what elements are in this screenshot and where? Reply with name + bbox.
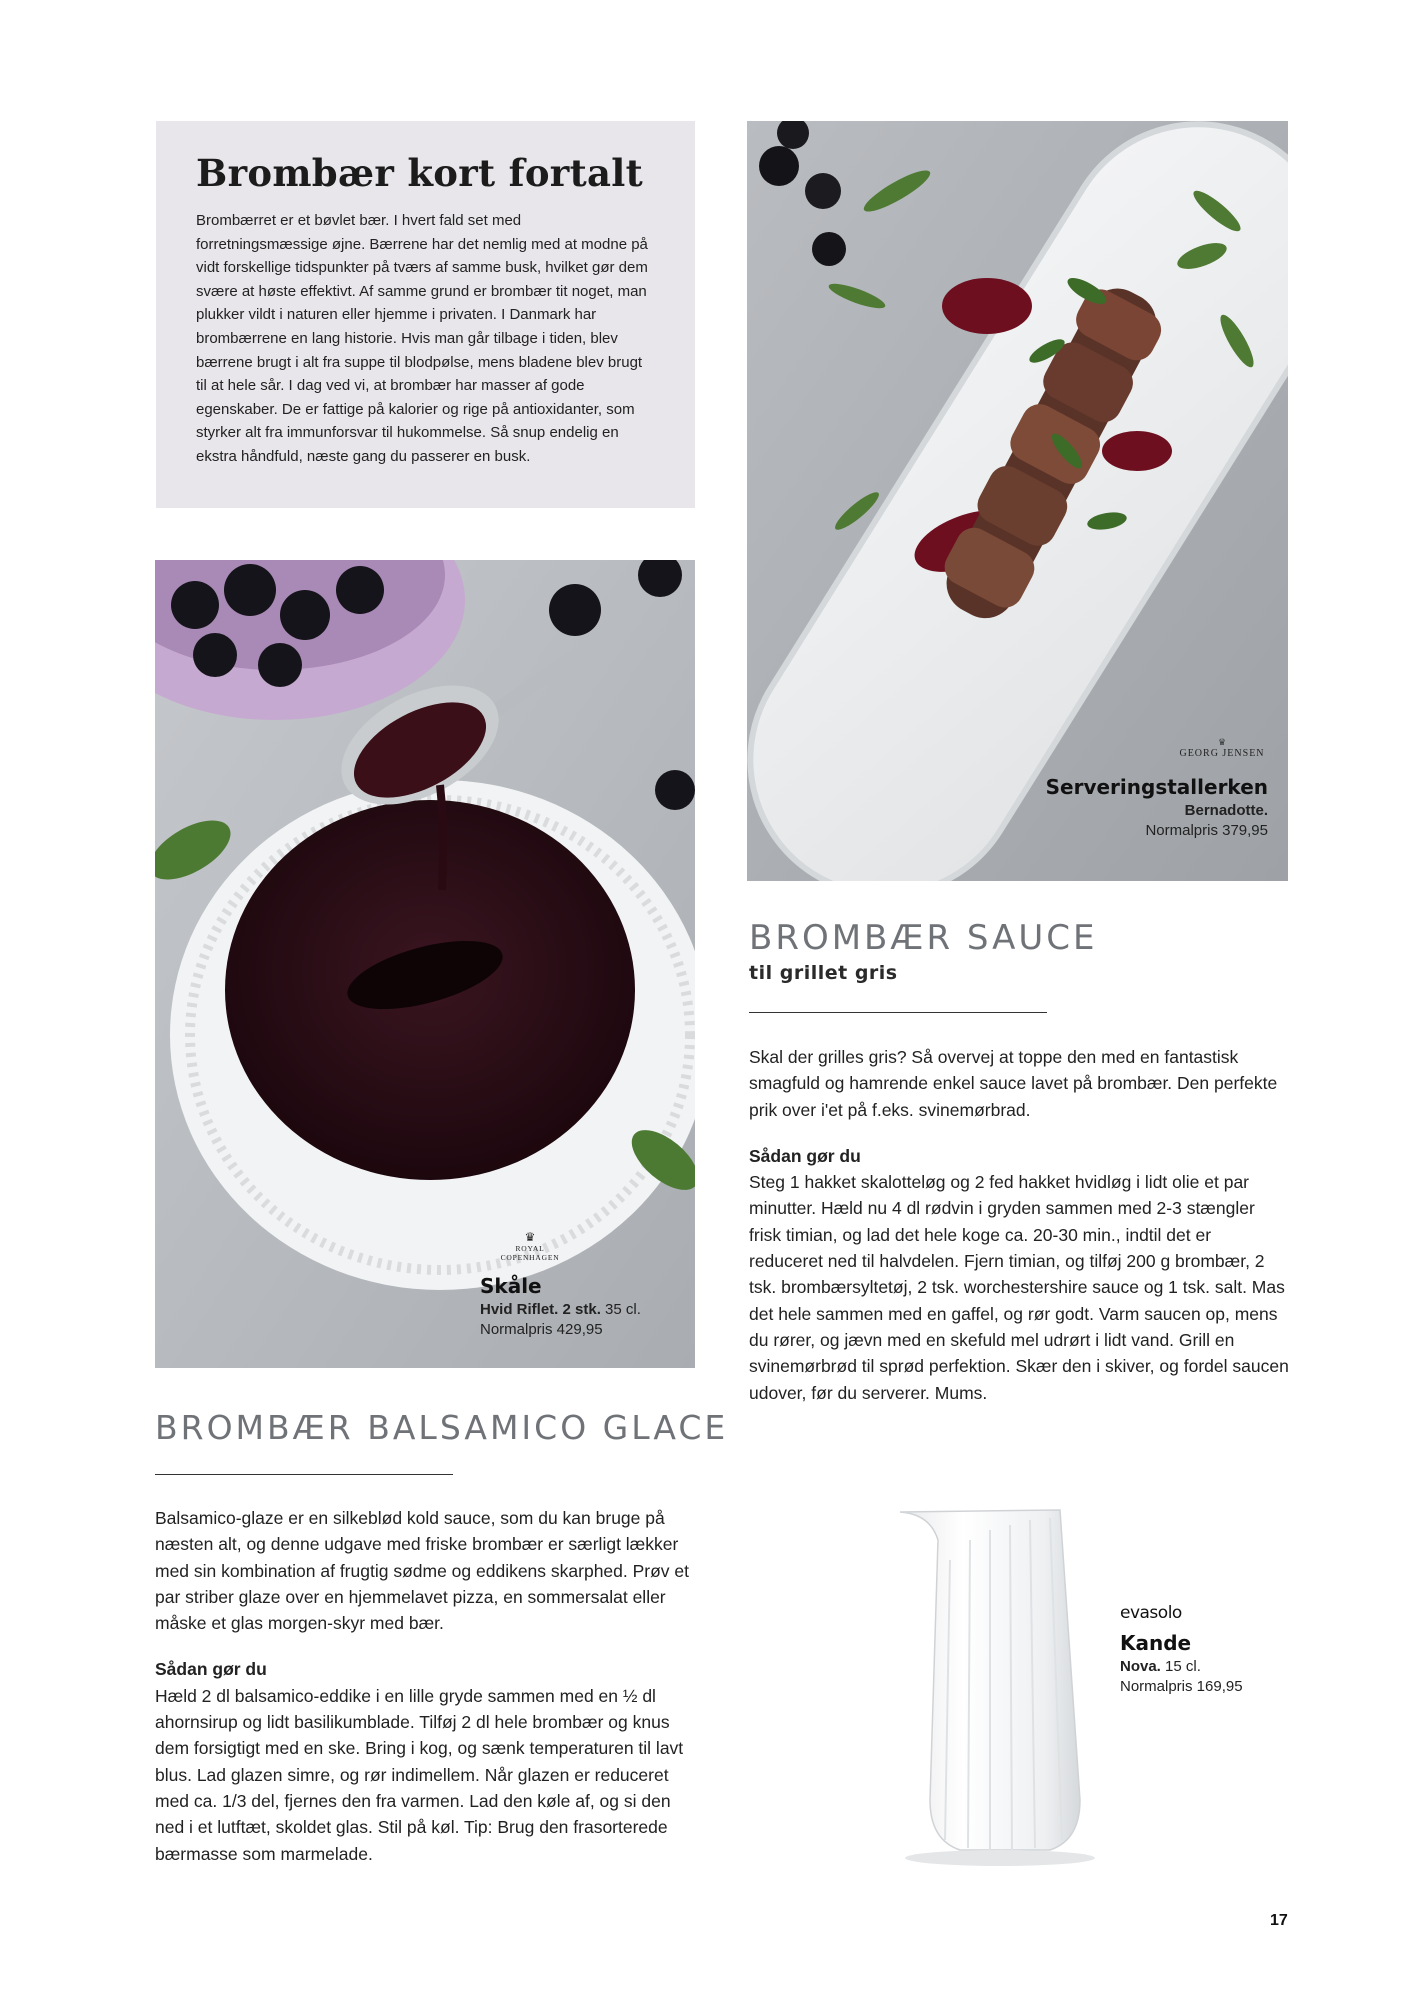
- bowl-product-variant: Hvid Riflet. 2 stk.: [480, 1301, 601, 1318]
- glace-divider: [155, 1474, 453, 1475]
- bowl-product-info: [480, 1274, 690, 1340]
- plate-product-name: Serveringstallerken: [1045, 775, 1268, 799]
- bowl-product-name: Skåle: [480, 1274, 542, 1298]
- sauce-intro: Skal der grilles gris? Så overvej at toppe den med en fantastisk smagfuld og hamrende enkel sauce lavet på brombær. Den perfekte prik over i'et på f.eks. svinemørbrad.: [749, 1047, 1278, 1120]
- sauce-recipe-body: [749, 1044, 1289, 1406]
- sauce-recipe-subtitle: til grillet gris: [749, 962, 898, 984]
- plate-product-info: [968, 775, 1268, 841]
- plate-product-price: Normalpris 379,95: [1145, 822, 1268, 839]
- bowl-photo: [155, 560, 695, 1368]
- jug-product-price: Normalpris 169,95: [1120, 1678, 1243, 1695]
- sauce-how-label: Sådan gør du: [749, 1145, 861, 1166]
- glace-recipe-title: BROMBÆR BALSAMICO GLACE: [155, 1408, 729, 1447]
- sauce-how-text: Steg 1 hakket skalotteløg og 2 fed hakket hvidløg i lidt olie et par minutter. Hæld nu 4 dl rødvin i gryden sammen med 2-3 stængler frisk timian, og lad det hele koge ca. 20-30 min., indtil det er reduceret ned til halvdelen. Fjern timian, og tilføj 200 g brombær, 2 tsk. brombærsyltetøj, 2 tsk. worchestershire sauce og 1 tsk. salt. Mas det hele sammen med en gaffel, og rør godt. Varm saucen op, mens du rører, og jævn med en skefuld mel udrørt i lidt vand. Grill en svinemørbrød til sprød perfektion. Skær den i skiver, og fordel saucen udover, før du serverer. Mums.: [749, 1172, 1289, 1403]
- plate-product-variant: Bernadotte.: [1184, 802, 1268, 819]
- bowl-product-size: 35 cl.: [605, 1301, 641, 1318]
- jug-illustration: [890, 1500, 1110, 1870]
- georg-jensen-logo: [1167, 737, 1277, 759]
- info-box-title: Brombær kort fortalt: [196, 151, 644, 195]
- info-box: [156, 121, 695, 508]
- bowl-brand: ROYAL COPENHAGEN: [500, 1244, 560, 1262]
- jug-photo: [890, 1500, 1110, 1870]
- plate-photo: [747, 121, 1288, 881]
- glace-how-text: Hæld 2 dl balsamico-eddike i en lille gryde sammen med en ½ dl ahornsirup og lidt basilikumblade. Tilføj 2 dl hele brombær og knus dem forsigtigt med en ske. Bring i kog, og sænk temperaturen til lavt blus. Lad glazen simre, og rør indimellem. Når glazen er reduceret med ca. 1/3 del, fjernes den fra varmen. Lad den køle af, og si den ned i et lutftæt, skoldet glas. Stil på køl. Tip: Brug den frasorterede bærmasse som marmelade.: [155, 1685, 684, 1864]
- jug-product-name: Kande: [1120, 1631, 1192, 1655]
- sauce-divider: [749, 1012, 1047, 1013]
- bowl-photo-illustration: [155, 560, 695, 1368]
- jug-product-variant: Nova.: [1120, 1658, 1161, 1675]
- info-box-text: Brombærret er et bøvlet bær. I hvert fald set med forretningsmæssige øjne. Bærrene har det nemlig med at modne på vidt forskellige tidspunkter på tværs af samme busk, hvilket gør dem svære at høste effektivt. Af samme grund er brombær tit noget, man plukker vildt i naturen eller hjemme i privaten. I Danmark har brombærrene en lang historie. Hvis man går tilbage i tiden, blev bærrene brugt i alt fra suppe til blodpølse, mens bladene blev brugt til at hele sår. I dag ved vi, at brombær har masser af gode egenskaber. De er fattige på kalorier og rige på antioxidanter, som styrker alt fra immunforsvar til hukommelse. Så snup endelig en ekstra håndfuld, næste gang du passerer en busk.: [196, 212, 648, 465]
- jug-product-size: 15 cl.: [1165, 1658, 1201, 1675]
- jug-product-info: [1120, 1603, 1280, 1697]
- glace-recipe-body: [155, 1505, 700, 1867]
- royal-copenhagen-logo: [485, 1230, 575, 1262]
- sauce-recipe-title: BROMBÆR SAUCE: [749, 918, 1098, 958]
- glace-how-label: Sådan gør du: [155, 1659, 267, 1680]
- plate-brand: GEORG JENSEN: [1179, 748, 1265, 759]
- crown-icon: ♛: [1217, 737, 1227, 747]
- crown-icon: ♛: [524, 1230, 536, 1244]
- plate-photo-illustration: [747, 121, 1288, 881]
- glace-intro: Balsamico-glaze er en silkeblød kold sauce, som du kan bruge på næsten alt, og denne udgave med friske brombær er særligt lækker med sin kombination af frugtig sødme og eddikens skarphed. Prøv et par striber glaze over en hjemmelavet pizza, en sommersalat eller måske et glas morgen-skyr med bær.: [155, 1508, 690, 1634]
- evasolo-logo: evasolo: [1120, 1603, 1182, 1623]
- bowl-product-price: Normalpris 429,95: [480, 1321, 603, 1338]
- page-number: 17: [1270, 1912, 1288, 1929]
